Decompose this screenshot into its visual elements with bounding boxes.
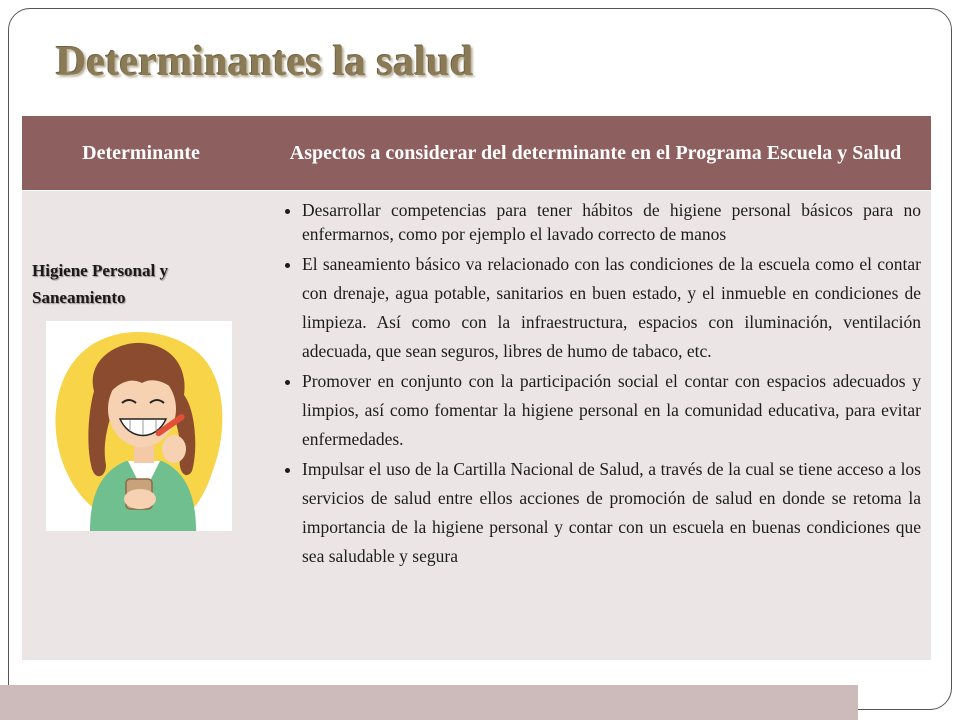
determinants-table xyxy=(22,116,931,660)
table-row xyxy=(22,191,931,661)
aspects-cell xyxy=(260,191,931,661)
aspects-list xyxy=(266,198,921,571)
list-item: • Promover en conjunto con la participación social el contar con espacios adecuados y limpios, así como fomentar la higiene personal en la comunidad educativa, para evitar enfermedades. xyxy=(302,367,921,454)
table-header-row xyxy=(22,116,931,191)
header-aspects: Aspectos a considerar del determinante en el Programa Escuela y Salud xyxy=(260,116,931,191)
girl-brushing-teeth-illustration xyxy=(46,321,232,531)
determinant-label: Higiene Personal y Saneamiento xyxy=(32,261,168,307)
header-determinant: Determinante xyxy=(22,116,260,191)
page-title: Determinantes la salud xyxy=(56,39,474,85)
footer-bar xyxy=(0,685,858,720)
list-item: • El saneamiento básico va relacionado con las condiciones de la escuela como el contar con drenaje, agua potable, sanitarios en buen estado, y el inmueble en condiciones de limpieza. Así como con la infraestructura, espacios con iluminación, ventilación adecuada, que sean seguros, libres de humo de tabaco, etc. xyxy=(302,250,921,366)
determinant-cell xyxy=(22,191,260,661)
list-item: • Impulsar el uso de la Cartilla Nacional de Salud, a través de la cual se tiene acceso a los servicios de salud entre ellos acciones de promoción de salud en donde se retoma la importancia de la higiene personal y contar con un escuela en buenas condiciones que sea saludable y segura xyxy=(302,455,921,571)
list-item: • Desarrollar competencias para tener hábitos de higiene personal básicos para no enfermarnos, como por ejemplo el lavado correcto de manos xyxy=(302,198,921,246)
